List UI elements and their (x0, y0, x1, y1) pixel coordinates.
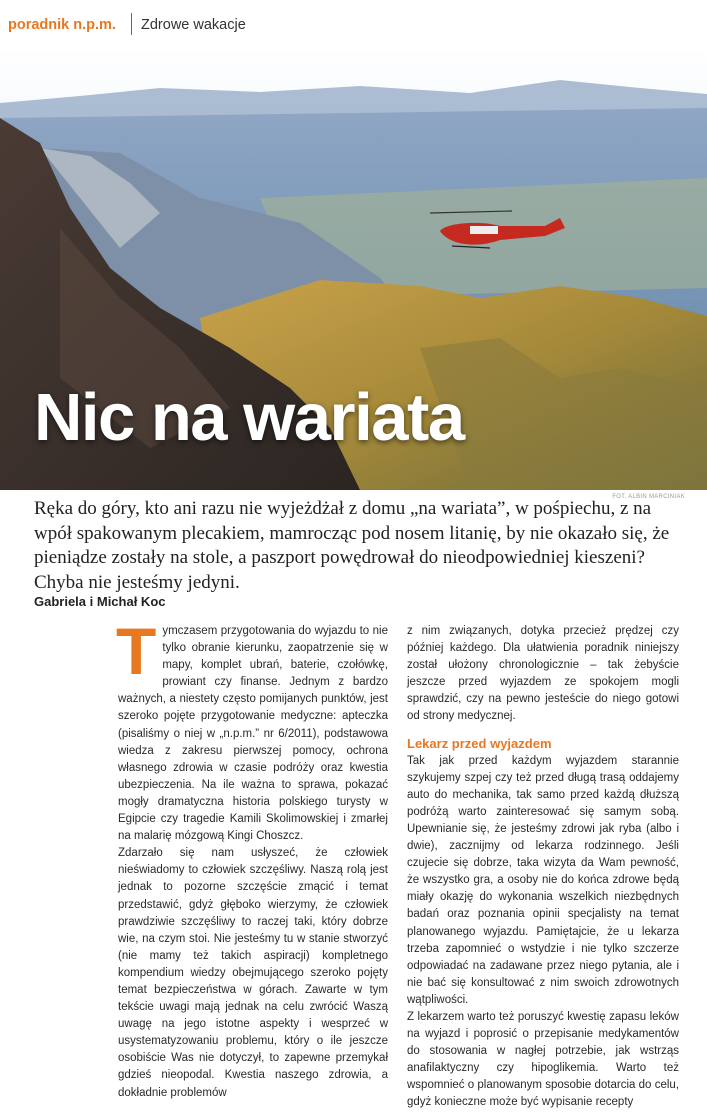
photo-credit: FOT. ALBIN MARCINIAK (612, 494, 685, 500)
article-lead: Ręka do góry, kto ani razu nie wyjeżdżał z domu „na wariata”, w pośpiechu, z na wpół spakowanym plecakiem, mamrocząc pod nosem litanię, by nie okazało się, że pieniądze zostały na stole, a paszport powędrował do nieodpowiedniej kieszeni? Chyba nie jesteśmy jedyni. (34, 498, 670, 593)
article-column-left (116, 614, 388, 1102)
article-title: Nic na wariata (34, 380, 464, 455)
paragraph: ymczasem przygotowania do wyjazdu to nie tylko obranie kierunku, zaopatrzenie się w mapy, komplet ubrań, baterie, czołówkę, prowiant czy finanse. Jednym z bardzo ważnych, a niestety często pomijanych punktów, jest szeroko pojęte przygotowanie medyczne: apteczka (pisaliśmy o niej w „n.p.m.” nr 6/2011), podstawowa wiedza z zakresu pierwszej pomocy, ochrona własnego zdrowia w czasie podróży oraz kwestia ubezpieczenia. Na ile ważna to sprawa, pokazać mogły dramatyczna historia polskiego turysty w Egipcie czy tragedie Kamili Skolimowskiej i zmarłej na malarię mózgową Kingi Choszcz. (118, 625, 388, 843)
paragraph: Zdarzało się nam usłyszeć, że człowiek nieświadomy to człowiek szczęśliwy. Naszą rolą jest jednak to pozorne szczęście zmącić i temat przedstawić, gdyż głęboko wierzymy, że człowiek prawdziwie szczęśliwy to raczej taki, który dobrze wie, na czym stoi. Nie jesteśmy tu w stanie stworzyć (nie mamy też takich aspiracji) kompletnego kompendium wiedzy obejmującego szeroko pojęty temat bezpieczeństwa w górach. Zawarte w tym tekście uwagi mają jednak na celu zwrócić Waszą uwagę na jego istotne aspekty i wesprzeć w usystematyzowaniu problemu, który o ile jeszcze osobiście Was nie dotyczył, to zapewne przemykał gdzieś nieopodal. Kwestia naszego zdrowia, a dokładnie problemów (118, 847, 388, 1099)
paragraph: Z lekarzem warto też poruszyć kwestię zapasu leków na wyjazd i poprosić o przepisanie medykamentów do stosowania w nagłej potrzebie, jak wstrząs anafilaktyczny czy hipoglikemia. Warto też wspomnieć o planowanym sposobie dotarcia do celu, gdyż konieczne może być wypisanie recepty (407, 1010, 679, 1109)
article-column-right (407, 623, 679, 1112)
paragraph: z nim związanych, dotyka przecież prędzej czy później każdego. Dla ułatwienia poradnik niniejszy został ułożony chronologicznie – tak żebyście jeszcze przed wyjazdem ze spokojem mogli sprawdzić, czy na pewno jesteście do niego gotowi od strony medycznej. (407, 625, 679, 723)
article-author: Gabriela i Michał Koc (34, 594, 166, 609)
drop-cap: T (116, 614, 157, 688)
hero-photo (0, 48, 707, 490)
paragraph: Tak jak przed każdym wyjazdem starannie szykujemy szpej czy też przed długą trasą oddajemy auto do mechanika, tak samo przed każdą dłuższą podróżą warto zainteresować się samym sobą. Upewnianie się, że jesteśmy zdrowi jak ryba (albo i dwie), zacznijmy od lekarza rodzinnego. Jeśli czujecie się dobrze, taka wizyta da Wam pewność, że wszystko gra, a osoby nie do końca zdrowe będą miały okazję do wykonania wszelkich niezbędnych badań oraz poznania opinii specjalisty na temat planowanego wyjazdu. Pamiętajcie, że u lekarza trzeba zapomnieć o wstydzie i nie tylko szczerze odpowiadać na zadawane przez niego pytania, ale i nie bać się konsultować z nim swoich zdrowotnych wątpliwości. (407, 754, 679, 1006)
section-topic: Zdrowe wakacje (141, 17, 246, 33)
section-name: poradnik n.p.m. (8, 17, 116, 33)
page-header (0, 0, 707, 48)
header-divider (131, 13, 132, 35)
section-heading: Lekarz przed wyjazdem (407, 735, 552, 751)
